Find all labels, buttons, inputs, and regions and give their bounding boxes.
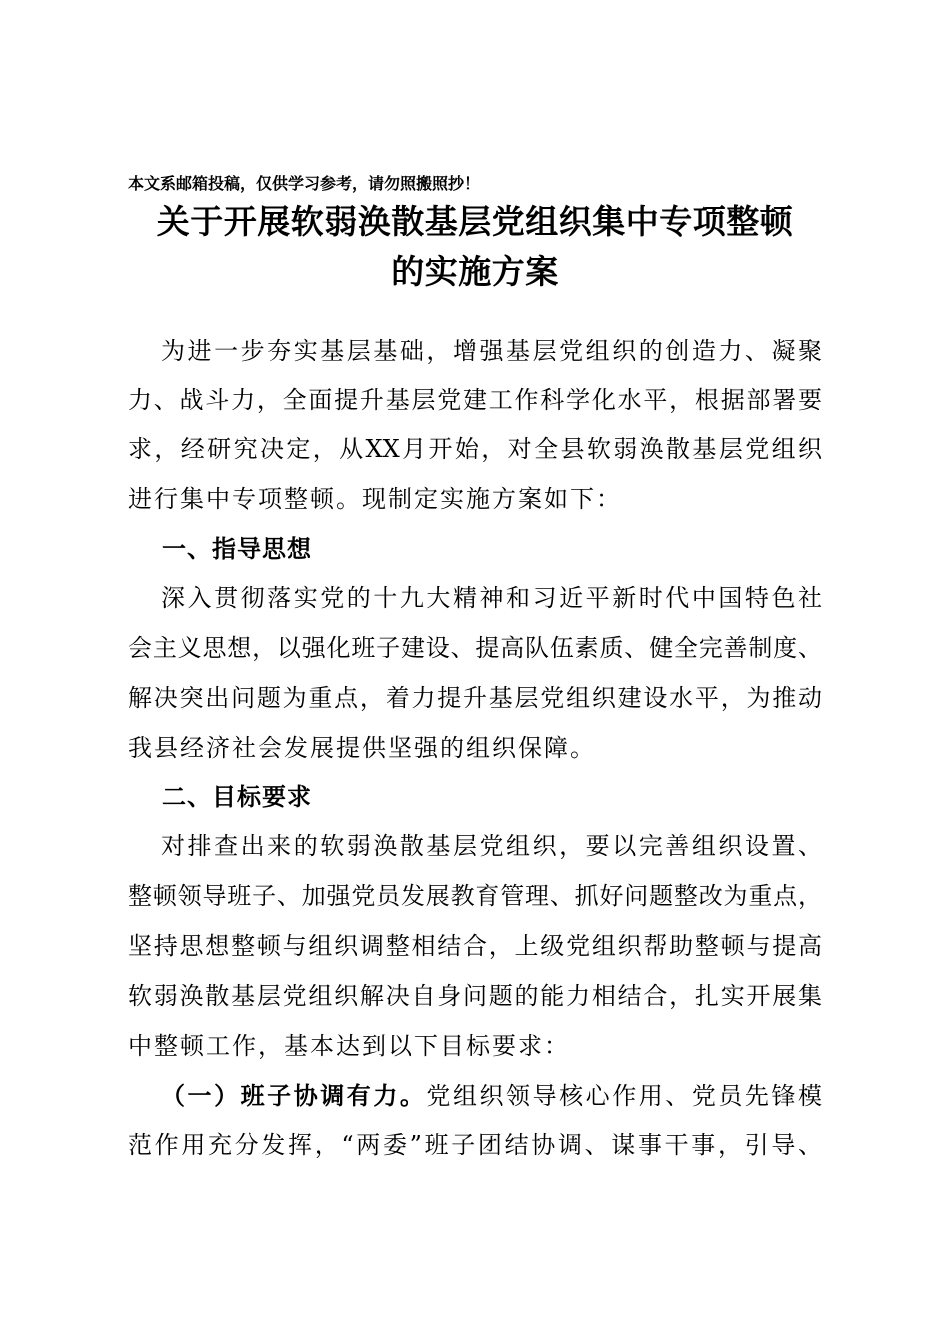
item-1-line-2: 范作用充分发挥，“两委”班子团结协调、谋事干事，引导、 [128,1131,822,1159]
section-1-heading: 一、指导思想 [162,535,312,563]
section-2-line-2: 整顿领导班子、加强党员发展教育管理、抓好问题整改为重点， [128,882,822,910]
intro-line-1: 为进一步夯实基层基础，增强基层党组织的创造力、凝聚 [161,337,822,365]
section-1-line-1: 深入贯彻落实党的十九大精神和习近平新时代中国特色社 [161,584,822,612]
intro-line-2: 力、战斗力，全面提升基层党建工作科学化水平，根据部署要 [128,386,822,414]
intro-line-4: 进行集中专项整顿。现制定实施方案如下： [128,485,622,513]
section-1-line-4: 我县经济社会发展提供坚强的组织保障。 [128,734,596,762]
item-1-text: 党组织领导核心作用、党员先锋模 [426,1082,823,1110]
section-1-line-3: 解决突出问题为重点，着力提升基层党组织建设水平，为推动 [128,684,822,712]
section-2-line-1: 对排查出来的软弱涣散基层党组织，要以完善组织设置、 [161,832,822,860]
section-2-line-5: 中整顿工作，基本达到以下目标要求： [128,1032,570,1060]
document-title-line-1: 关于开展软弱涣散基层党组织集中专项整顿 [156,202,794,241]
document-title-line-2: 的实施方案 [391,252,559,291]
section-2-heading: 二、目标要求 [162,783,312,811]
item-1-line-1 [161,1079,822,1113]
item-1-label: （一）班子协调有力。 [161,1081,427,1110]
copyright-notice: 本文系邮箱投稿，仅供学习参考，请勿照搬照抄！ [128,174,481,193]
intro-line-3: 求，经研究决定，从XX月开始，对全县软弱涣散基层党组织 [128,435,822,463]
section-1-line-2: 会主义思想，以强化班子建设、提高队伍素质、健全完善制度、 [128,634,822,662]
section-2-line-4: 软弱涣散基层党组织解决自身问题的能力相结合，扎实开展集 [128,982,822,1010]
section-2-line-3: 坚持思想整顿与组织调整相结合，上级党组织帮助整顿与提高 [128,932,822,960]
